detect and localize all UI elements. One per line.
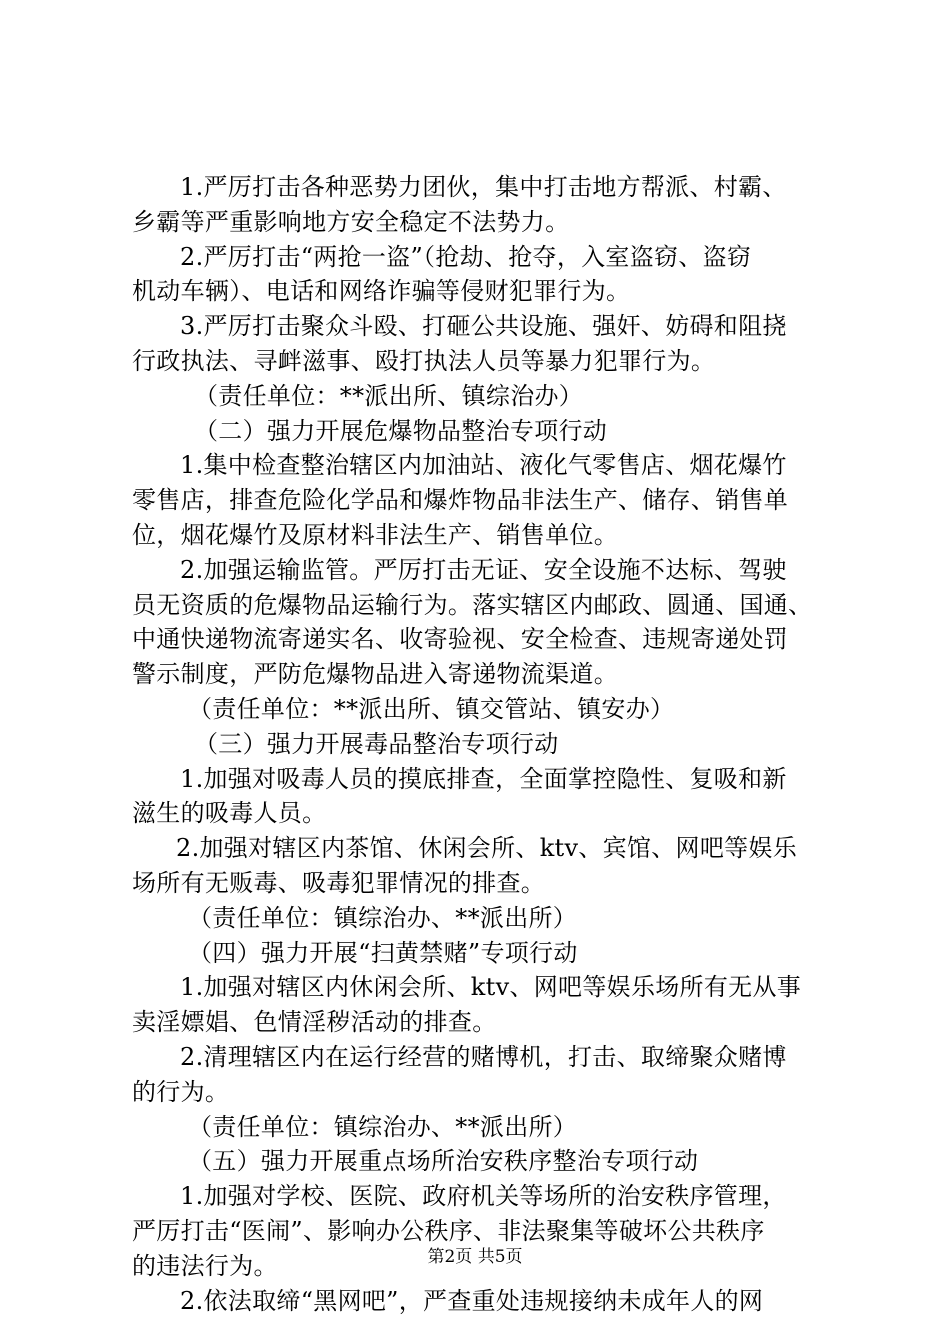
paragraph-line: 2.严厉打击“两抢一盗”（抢劫、抢夺，入室盗窃、盗窃 bbox=[180, 242, 752, 271]
responsibility-line: （责任单位：镇综治办、**派出所） bbox=[188, 903, 578, 932]
section-heading: （二）强力开展危爆物品整治专项行动 bbox=[194, 416, 608, 445]
paragraph-line: 位，烟花爆竹及原材料非法生产、销售单位。 bbox=[132, 520, 618, 549]
paragraph-line: 1.加强对学校、医院、政府机关等场所的治安秩序管理， bbox=[180, 1182, 787, 1211]
paragraph-line: 2.依法取缔“黑网吧”，严查重处违规接纳未成年人的网 bbox=[180, 1286, 764, 1315]
page-number-footer: 第2页 共5页 bbox=[427, 1247, 523, 1267]
paragraph-line: 卖淫嫖娼、色情淫秽活动的排查。 bbox=[132, 1008, 497, 1037]
paragraph-line: 3.严厉打击聚众斗殴、打砸公共设施、强奸、妨碍和阻挠 bbox=[180, 312, 787, 341]
paragraph-line: 中通快递物流寄递实名、收寄验视、安全检查、违规寄递处罚 bbox=[132, 625, 789, 654]
paragraph-line: 滋生的吸毒人员。 bbox=[132, 799, 327, 828]
paragraph-line: 员无资质的危爆物品运输行为。落实辖区内邮政、圆通、国通、 bbox=[132, 590, 813, 619]
paragraph-line: 1.加强对吸毒人员的摸底排查，全面掌控隐性、复吸和新 bbox=[180, 764, 787, 793]
paragraph-line: 警示制度，严防危爆物品进入寄递物流渠道。 bbox=[132, 660, 618, 689]
paragraph-line: 的行为。 bbox=[132, 1077, 230, 1106]
responsibility-line: （责任单位：镇综治办、**派出所） bbox=[188, 1112, 578, 1141]
section-heading: （四）强力开展“扫黄禁赌”专项行动 bbox=[188, 938, 578, 967]
document-body bbox=[132, 170, 832, 1318]
paragraph-line: 机动车辆）、电话和网络诈骗等侵财犯罪行为。 bbox=[132, 277, 631, 306]
paragraph-line: 2.清理辖区内在运行经营的赌博机，打击、取缔聚众赌博 bbox=[180, 1042, 787, 1071]
paragraph-line: 严厉打击“医闹”、影响办公秩序、非法聚集等破坏公共秩序 bbox=[132, 1216, 765, 1245]
paragraph-line: 的违法行为。 bbox=[132, 1251, 278, 1280]
paragraph-line: 零售店，排查危险化学品和爆炸物品非法生产、储存、销售单 bbox=[132, 486, 789, 515]
paragraph-line: 1.集中检查整治辖区内加油站、液化气零售店、烟花爆竹 bbox=[180, 451, 787, 480]
paragraph-line: 2.加强运输监管。严厉打击无证、安全设施不达标、驾驶 bbox=[180, 555, 787, 584]
paragraph-line: 行政执法、寻衅滋事、殴打执法人员等暴力犯罪行为。 bbox=[132, 346, 716, 375]
paragraph-line: 场所有无贩毒、吸毒犯罪情况的排查。 bbox=[132, 868, 546, 897]
responsibility-line: （责任单位：**派出所、镇交管站、镇安办） bbox=[188, 694, 675, 723]
paragraph-line: 乡霸等严重影响地方安全稳定不法势力。 bbox=[132, 207, 570, 236]
section-heading: （五）强力开展重点场所治安秩序整治专项行动 bbox=[188, 1147, 699, 1176]
paragraph-line: 1.加强对辖区内休闲会所、ktv、网吧等娱乐场所有无从事 bbox=[180, 973, 802, 1002]
responsibility-line: （责任单位：**派出所、镇综治办） bbox=[194, 381, 584, 410]
paragraph-line: 1.严厉打击各种恶势力团伙，集中打击地方帮派、村霸、 bbox=[180, 173, 787, 201]
section-heading: （三）强力开展毒品整治专项行动 bbox=[194, 729, 559, 758]
paragraph-line: 2.加强对辖区内茶馆、休闲会所、ktv、宾馆、网吧等娱乐 bbox=[176, 834, 798, 863]
